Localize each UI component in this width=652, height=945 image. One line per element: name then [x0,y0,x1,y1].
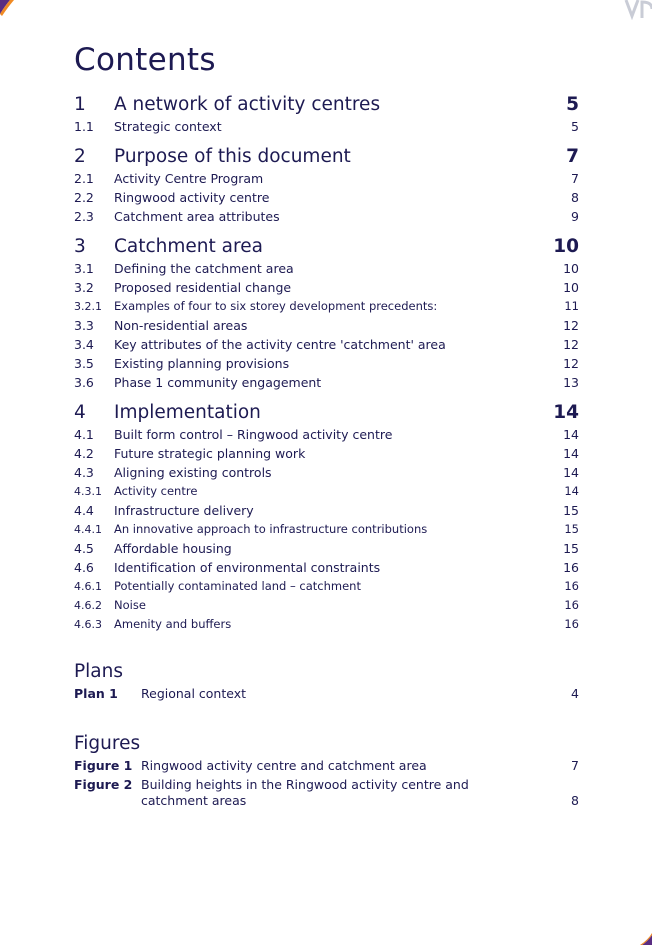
toc-page: 12 [563,356,579,371]
corner-decoration-icon [0,0,22,18]
toc-number: 3.1 [74,261,94,276]
toc-chapter-row[interactable] [74,93,579,117]
toc-page: 7 [566,146,579,167]
toc-entry-row[interactable] [74,425,579,444]
toc-number: 1.1 [74,119,94,134]
toc-number: 4.2 [74,446,94,461]
toc-number: 4.4.1 [74,523,102,536]
toc-page: 14 [553,402,579,423]
toc-label: Strategic context [114,119,222,134]
figure-entry-label: Building heights in the Ringwood activity centre and catchment areas [141,777,469,808]
toc-entry-row[interactable] [74,297,579,316]
corner-decoration-icon [638,931,652,945]
table-of-contents [74,93,579,634]
plans-heading: Plans [74,661,123,682]
toc-entry-row[interactable] [74,117,579,136]
toc-entry-row[interactable] [74,539,579,558]
toc-label: Potentially contaminated land – catchment [114,579,361,593]
toc-page: 16 [564,598,579,612]
plan-entry-page: 4 [571,686,579,701]
toc-page: 12 [563,337,579,352]
toc-page: 16 [564,617,579,631]
toc-page: 11 [564,299,579,313]
toc-label: Noise [114,598,146,612]
toc-label: Ringwood activity centre [114,190,270,205]
toc-number: 4.6.3 [74,618,102,631]
toc-page: 14 [563,427,579,442]
toc-label: Future strategic planning work [114,446,306,461]
figure-entry-tag: Figure 2 [74,777,133,792]
toc-label: A network of activity centres [114,94,381,115]
figure-entry-page: 7 [571,758,579,773]
toc-number: 4.1 [74,427,94,442]
toc-page: 10 [553,236,579,257]
toc-number: 1 [74,94,86,115]
toc-label: Implementation [114,402,261,423]
toc-label: Catchment area attributes [114,209,280,224]
figure-entry-row[interactable] [74,774,579,809]
plan-entry-tag: Plan 1 [74,686,118,701]
toc-entry-row[interactable] [74,577,579,596]
toc-label: Existing planning provisions [114,356,290,371]
toc-page: 12 [563,318,579,333]
toc-label: Catchment area [114,236,263,257]
toc-entry-row[interactable] [74,520,579,539]
figure-entry-page: 8 [571,793,579,808]
toc-number: 4.3.1 [74,485,102,498]
toc-entry-row[interactable] [74,444,579,463]
toc-entry-row[interactable] [74,354,579,373]
plan-entry-label: Regional context [141,686,247,701]
page-title: Contents [74,42,216,78]
toc-page: 15 [564,522,579,536]
plan-entry-row[interactable] [74,683,579,702]
toc-page: 14 [563,465,579,480]
plans-list [74,683,579,702]
figure-entry-row[interactable] [74,755,579,774]
figures-heading: Figures [74,733,141,754]
toc-entry-row[interactable] [74,188,579,207]
toc-entry-row[interactable] [74,463,579,482]
toc-label: Aligning existing controls [114,465,272,480]
toc-label: Built form control – Ringwood activity centre [114,427,393,442]
toc-label: Activity Centre Program [114,171,264,186]
toc-number: 3 [74,236,86,257]
toc-entry-row[interactable] [74,259,579,278]
toc-label: Key attributes of the activity centre 'catchment' area [114,337,446,352]
toc-chapter-row[interactable] [74,401,579,425]
toc-label: Infrastructure delivery [114,503,254,518]
toc-label: Activity centre [114,484,198,498]
toc-number: 4.6 [74,560,94,575]
toc-label: Defining the catchment area [114,261,294,276]
toc-number: 3.5 [74,356,94,371]
toc-number: 3.4 [74,337,94,352]
toc-entry-row[interactable] [74,558,579,577]
toc-entry-row[interactable] [74,501,579,520]
toc-number: 4.4 [74,503,94,518]
toc-label: An innovative approach to infrastructure contributions [114,522,428,536]
toc-chapter-row[interactable] [74,145,579,169]
toc-page: 5 [566,94,579,115]
toc-entry-row[interactable] [74,335,579,354]
toc-label: Non-residential areas [114,318,248,333]
toc-page: 15 [563,541,579,556]
toc-number: 3.6 [74,375,94,390]
vpa-logo-icon [612,0,652,20]
toc-entry-row[interactable] [74,615,579,634]
toc-number: 2.1 [74,171,94,186]
toc-page: 14 [564,484,579,498]
figures-list [74,755,579,809]
toc-label: Amenity and buffers [114,617,232,631]
toc-label: Purpose of this document [114,146,351,167]
toc-number: 2.3 [74,209,94,224]
toc-page: 14 [563,446,579,461]
toc-label: Phase 1 community engagement [114,375,322,390]
toc-entry-row[interactable] [74,207,579,226]
toc-page: 13 [563,375,579,390]
toc-page: 16 [564,579,579,593]
toc-number: 2.2 [74,190,94,205]
toc-page: 15 [563,503,579,518]
toc-label: Examples of four to six storey development precedents: [114,299,438,313]
toc-entry-row[interactable] [74,373,579,392]
toc-label: Affordable housing [114,541,232,556]
toc-entry-row[interactable] [74,278,579,297]
toc-page: 16 [563,560,579,575]
toc-number: 3.2.1 [74,300,102,313]
toc-label: Proposed residential change [114,280,292,295]
toc-page: 8 [571,190,579,205]
toc-page: 9 [571,209,579,224]
toc-number: 4.3 [74,465,94,480]
toc-number: 3.3 [74,318,94,333]
toc-entry-row[interactable] [74,316,579,335]
toc-number: 4 [74,402,86,423]
toc-entry-row[interactable] [74,596,579,615]
toc-number: 2 [74,146,86,167]
toc-number: 4.5 [74,541,94,556]
toc-page: 10 [563,280,579,295]
figure-entry-label: Ringwood activity centre and catchment area [141,758,427,773]
toc-number: 4.6.2 [74,599,102,612]
toc-page: 5 [571,119,579,134]
toc-chapter-row[interactable] [74,235,579,259]
figure-entry-tag: Figure 1 [74,758,133,773]
toc-page: 10 [563,261,579,276]
toc-entry-row[interactable] [74,482,579,501]
toc-label: Identification of environmental constraints [114,560,381,575]
toc-number: 4.6.1 [74,580,102,593]
toc-page: 7 [571,171,579,186]
toc-entry-row[interactable] [74,169,579,188]
toc-number: 3.2 [74,280,94,295]
